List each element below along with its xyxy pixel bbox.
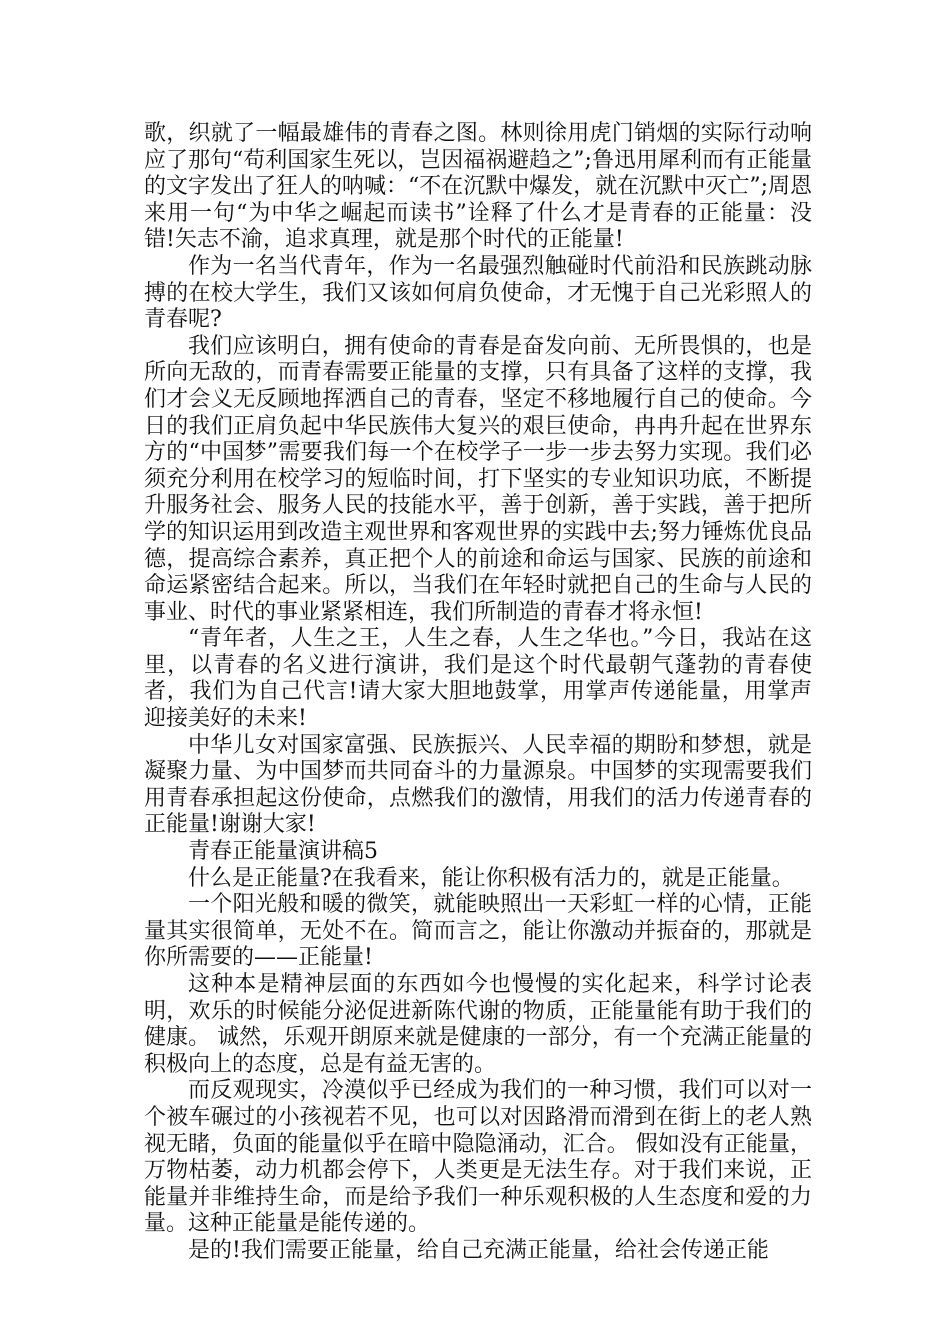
paragraph: 而反观现实，冷漠似乎已经成为我们的一种习惯，我们可以对一个被车碾过的小孩视若不见，也可以对因路滑而滑到在街上的老人熟视无睹，负面的能量似乎在暗中隐隐涌动，汇合。 假如没有正能量，万物枯萎，动力机都会停下，人类更是无法生存。对于我们来说，正能量并非维持生命，而是给予我们一种乐观积极的人生态度和爱的力量。这种正能量是能传递的。 — [144, 1078, 812, 1237]
document-body — [144, 121, 812, 1265]
paragraph: 是的!我们需要正能量，给自己充满正能量，给社会传递正能 — [188, 1237, 769, 1263]
paragraph: 作为一名当代青年，作为一名最强烈触碰时代前沿和民族跳动脉搏的在校大学生，我们又该如何肩负使命，才无愧于自己光彩照人的青春呢? — [144, 253, 812, 333]
section-heading: 青春正能量演讲稿5 — [188, 839, 378, 865]
paragraph: 一个阳光般和暖的微笑，就能映照出一天彩虹一样的心情，正能量其实很简单，无处不在。简而言之，能让你激动并振奋的，那就是你所需要的——正能量! — [144, 892, 812, 971]
paragraph: 中华儿女对国家富强、民族振兴、人民幸福的期盼和梦想，就是凝聚力量、为中国梦而共同奋斗的力量源泉。中国梦的实现需要我们用青春承担起这份使命，点燃我们的激情，用我们的活力传递青春的正能量!谢谢大家! — [144, 732, 812, 838]
paragraph: 这种本是精神层面的东西如今也慢慢的实化起来，科学讨论表明，欢乐的时候能分泌促进新陈代谢的物质，正能量能有助于我们的健康。 诚然，乐观开朗原来就是健康的一部分，有一个充满正能量的积极向上的态度，总是有益无害的。 — [144, 972, 812, 1077]
paragraph: 什么是正能量?在我看来，能让你积极有活力的，就是正能量。 — [188, 865, 794, 891]
paragraph: “青年者，人生之王，人生之春，人生之华也。”今日，我站在这里，以青春的名义进行演讲，我们是这个时代最朝气蓬勃的青春使者，我们为自己代言!请大家大胆地鼓掌，用掌声传递能量，用掌声迎接美好的未来! — [144, 626, 812, 732]
paragraph: 歌，织就了一幅最雄伟的青春之图。林则徐用虎门销烟的实际行动响应了那句“苟利国家生死以，岂因福祸避趋之”;鲁迅用犀利而有正能量的文字发出了狂人的呐喊：“不在沉默中爆发，就在沉默中灭亡”;周恩来用一句“为中华之崛起而读书”诠释了什么才是青春的正能量：没错!矢志不渝，追求真理，就是那个时代的正能量! — [144, 121, 812, 253]
paragraph: 我们应该明白，拥有使命的青春是奋发向前、无所畏惧的，也是所向无敌的，而青春需要正能量的支撑，只有具备了这样的支撑，我们才会义无反顾地挥洒自己的青春，坚定不移地履行自己的使命。今日的我们正肩负起中华民族伟大复兴的艰巨使命，冉冉升起在世界东方的“中国梦”需要我们每一个在校学子一步一步去努力实现。我们必须充分利用在校学习的短临时间，打下坚实的专业知识功底，不断提升服务社会、服务人民的技能水平，善于创新，善于实践，善于把所学的知识运用到改造主观世界和客观世界的实践中去;努力锤炼优良品德，提高综合素养，真正把个人的前途和命运与国家、民族的前途和命运紧密结合起来。所以，当我们在年轻时就把自己的生命与人民的事业、时代的事业紧紧相连，我们所制造的青春才将永恒! — [144, 333, 812, 625]
